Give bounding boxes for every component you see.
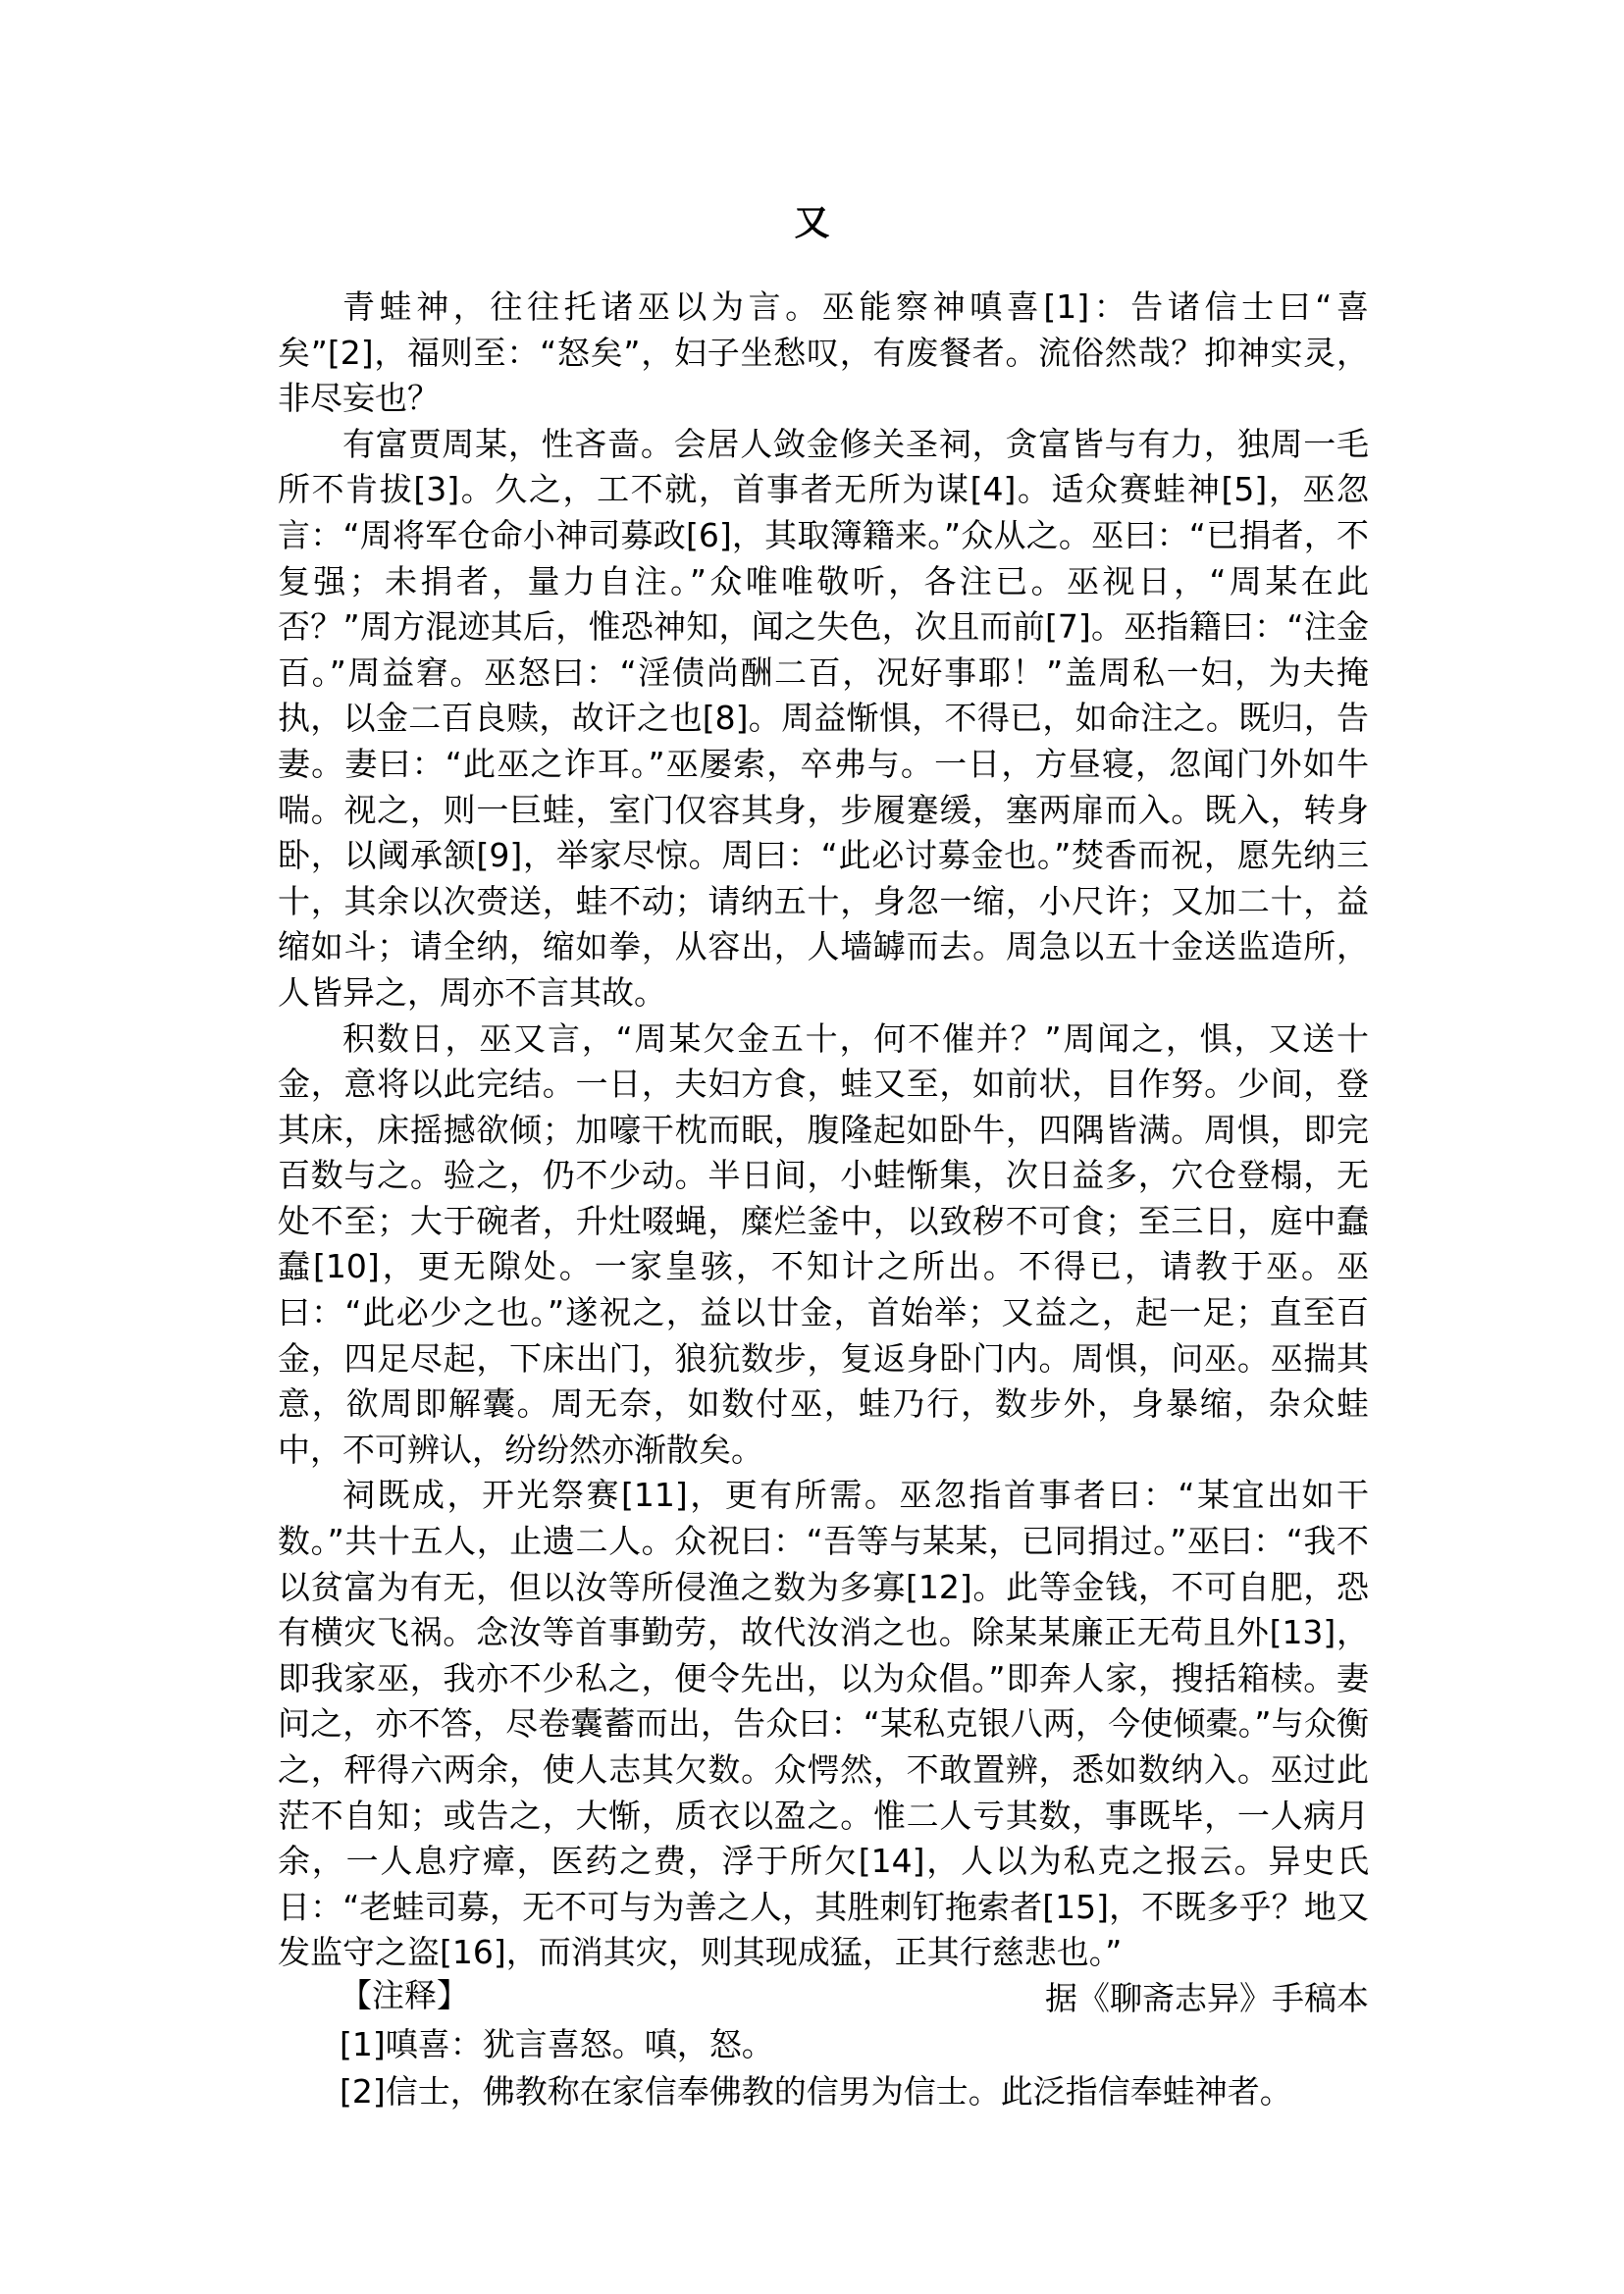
source-attribution: 据《聊斋志异》手稿本 [1045, 1978, 1369, 2017]
notes-section [340, 1972, 1369, 2115]
paragraph-3: 积数日，巫又言，“周某欠金五十，何不催并？”周闻之，惧，又送十金，意将以此完结。一日，夫妇方食，蛙又至，如前状，目作努。少间，登其床，床摇撼欲倾；加嚎干枕而眠，腹隆起如卧牛，四隅皆满。周惧，即完百数与之。验之，仍不少动。半日间，小蛙惭集，次日益多，穴仓登榻，无处不至；大于碗者，升灶啜蝇，糜烂釜中，以致秽不可食；至三日，庭中蠢蠢[10]，更无隙处。一家皇骇，不知计之所出。不得已，请教于巫。巫曰：“此必少之也。”遂祝之，益以廿金，首始举；又益之，起一足；直至百金，四足尽起，下床出门，狼犺数步，复返身卧门内。周惧，问巫。巫揣其意，欲周即解囊。周无奈，如数付巫，蛙乃行，数步外，身暴缩，杂众蛙中，不可辨认，纷纷然亦渐散矣。 [278, 1018, 1369, 1469]
notes-heading: 【注释】 [340, 1976, 469, 2014]
note-item-1: [1]嗔喜：犹言喜怒。嗔，怒。 [340, 2025, 774, 2063]
note-item-2: [2]信士，佛教称在家信奉佛教的信男为信士。此泛指信奉蛙神者。 [340, 2072, 1292, 2111]
paragraph-4: 祠既成，开光祭赛[11]，更有所需。巫忽指首事者曰：“某宜出如干数。”共十五人，止遗二人。众祝曰：“吾等与某某，已同捐过。”巫曰：“我不以贫富为有无，但以汝等所侵渔之数为多寡[12]。此等金钱，不可自肥，恐有横灾飞祸。念汝等首事勤劳，故代汝消之也。除某某廉正无苟且外[13]，即我家巫，我亦不少私之，便令先出，以为众倡。”即奔人家，搜括箱椟。妻问之，亦不答，尽卷囊蓄而出，告众曰：“某私克银八两，今使倾橐。”与众衡之，秤得六两余，使人志其欠数。众愕然，不敢置辨，悉如数纳入。巫过此茫不自知；或告之，大惭，质衣以盈之。惟二人亏其数，事既毕，一人病月余，一人息疗瘴，医药之费，浮于所欠[14]，人以为私克之报云。异史氏日：“老蛙司募，无不可与为善之人，其胜刺钉拖索者[15]，不既多乎？地又发监守之盗[16]，而消其灾，则其现成猛，正其行慈悲也。” [278, 1476, 1369, 1972]
document-body [278, 285, 1369, 2022]
document-title: 又 [794, 203, 830, 243]
paragraph-1: 青蛙神，往往托诸巫以为言。巫能察神嗔喜[1]：告诸信士曰“喜矣”[2]，福则至：“怒矣”，妇子坐愁叹，有废餐者。流俗然哉？抑神实灵，非尽妄也？ [278, 287, 1369, 418]
paragraph-2: 有富贾周某，性吝啬。会居人敛金修关圣祠，贪富皆与有力，独周一毛所不肯拔[3]。久之，工不就，首事者无所为谋[4]。适众赛蛙神[5]，巫忽言：“周将军仓命小神司募政[6]，其取簿籍来。”众从之。巫曰：“已捐者，不复强；未捐者，量力自注。”众唯唯敬听，各注已。巫视日，“周某在此否？”周方混迹其后，惟恐神知，闻之失色，次且而前[7]。巫指籍曰：“注金百。”周益窘。巫怒曰：“淫债尚酬二百，况好事耶！”盖周私一妇，为夫掩执，以金二百良赎，故讦之也[8]。周益惭惧，不得已，如命注之。既归，告妻。妻曰：“此巫之诈耳。”巫屡索，卒弗与。一日，方昼寝，忽闻门外如牛喘。视之，则一巨蛙，室门仅容其身，步履蹇缓，塞两扉而入。既入，转身卧，以阈承颔[9]，举家尽惊。周曰：“此必讨募金也。”焚香而祝，愿先纳三十，其余以次赍送，蛙不动；请纳五十，身忽一缩，小尺许；又加二十，益缩如斗；请全纳，缩如拳，从容出，人墙罅而去。周急以五十金送监造所，人皆异之，周亦不言其故。 [278, 424, 1369, 1012]
